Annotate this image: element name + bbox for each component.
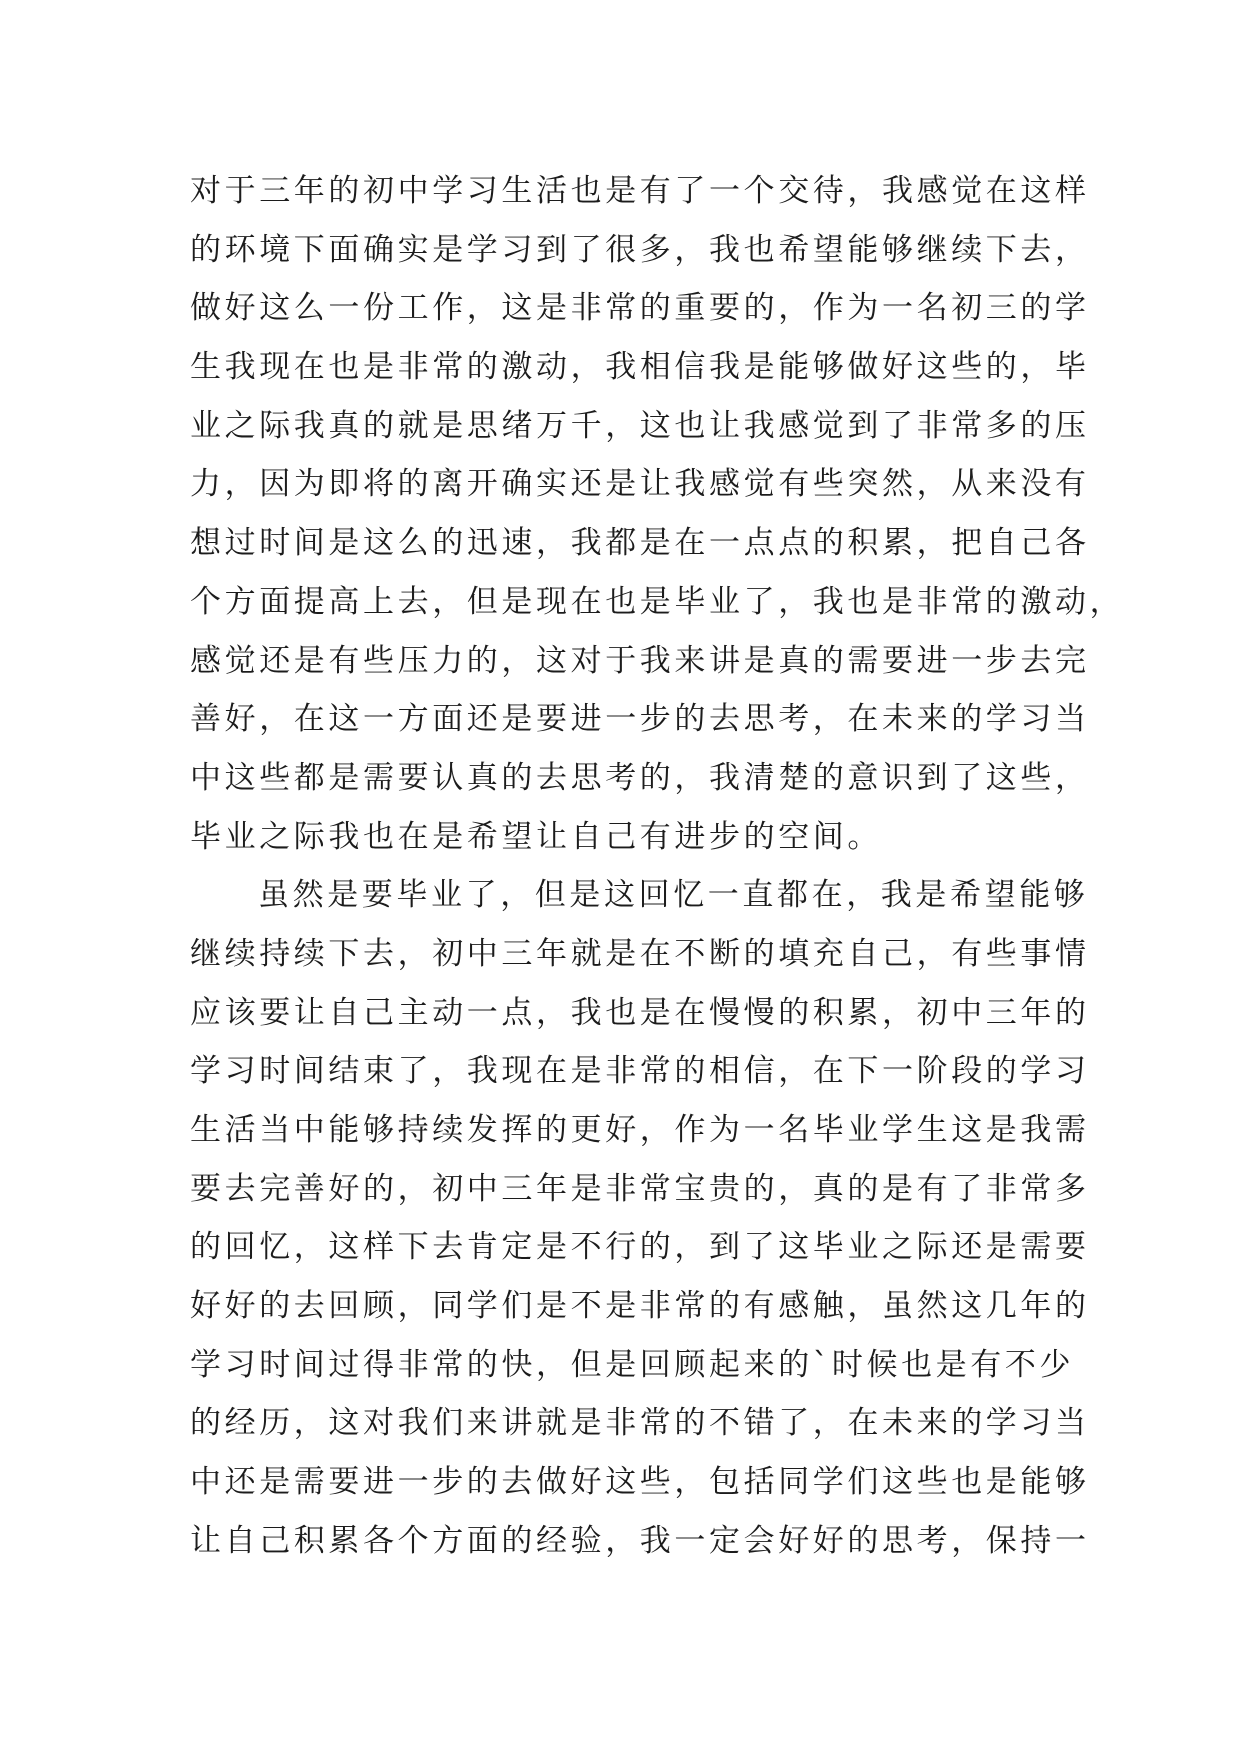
text-line: 善好，在这一方面还是要进一步的去思考，在未来的学习当 <box>190 701 1090 738</box>
text-line: 学习时间过得非常的快，但是回顾起来的`时候也是有不少 <box>190 1346 1075 1383</box>
text-line: 个方面提高上去，但是现在也是毕业了，我也是非常的激动， <box>190 583 1125 620</box>
text-line: 的经历，这对我们来讲就是非常的不错了，在未来的学习当 <box>190 1405 1090 1442</box>
document-body <box>190 162 1125 1571</box>
text-line: 感觉还是有些压力的，这对于我来讲是真的需要进一步去完 <box>190 642 1090 679</box>
text-line: 虽然是要毕业了，但是这回忆一直都在，我是希望能够 <box>258 877 1089 914</box>
text-line: 做好这么一份工作，这是非常的重要的，作为一名初三的学 <box>190 290 1090 327</box>
text-line: 对于三年的初中学习生活也是有了一个交待，我感觉在这样 <box>190 173 1090 209</box>
text-line: 学习时间结束了，我现在是非常的相信，在下一阶段的学习 <box>190 1053 1090 1090</box>
paragraph-1 <box>190 162 1125 866</box>
text-line: 想过时间是这么的迅速，我都是在一点点的积累，把自己各 <box>190 525 1090 562</box>
text-line: 中还是需要进一步的去做好这些，包括同学们这些也是能够 <box>190 1464 1090 1501</box>
text-line: 应该要让自己主动一点，我也是在慢慢的积累，初中三年的 <box>190 994 1090 1031</box>
text-line: 的回忆，这样下去肯定是不行的，到了这毕业之际还是需要 <box>190 1229 1090 1266</box>
text-line: 让自己积累各个方面的经验，我一定会好好的思考，保持一 <box>190 1522 1090 1559</box>
text-line: 要去完善好的，初中三年是非常宝贵的，真的是有了非常多 <box>190 1170 1090 1207</box>
text-line: 继续持续下去，初中三年就是在不断的填充自己，有些事情 <box>190 935 1090 972</box>
text-line: 业之际我真的就是思绪万千，这也让我感觉到了非常多的压 <box>190 407 1090 444</box>
text-line: 中这些都是需要认真的去思考的，我清楚的意识到了这些， <box>190 759 1090 796</box>
text-line: 毕业之际我也在是希望让自己有进步的空间。 <box>190 818 882 855</box>
text-line: 生我现在也是非常的激动，我相信我是能够做好这些的，毕 <box>190 349 1090 386</box>
paragraph-2 <box>190 866 1090 1570</box>
text-line: 好好的去回顾，同学们是不是非常的有感触，虽然这几年的 <box>190 1288 1090 1325</box>
text-line: 生活当中能够持续发挥的更好，作为一名毕业学生这是我需 <box>190 1112 1090 1148</box>
text-line: 的环境下面确实是学习到了很多，我也希望能够继续下去， <box>190 231 1090 268</box>
text-line: 力，因为即将的离开确实还是让我感觉有些突然，从来没有 <box>190 466 1090 503</box>
